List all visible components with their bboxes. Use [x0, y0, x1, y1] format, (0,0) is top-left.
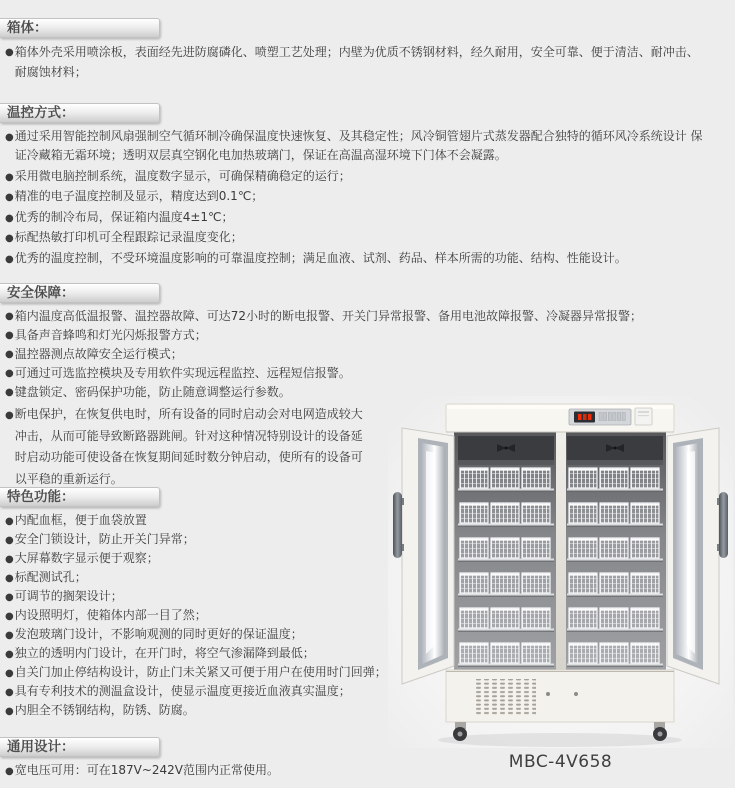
- center-divider: [556, 430, 566, 670]
- bullet-icon: ●: [5, 535, 14, 546]
- list-item: ● 温控器测点故障安全运行模式；: [5, 345, 705, 363]
- list-item: ● 断电保护，在恢复供电时，所有设备的同时启动会对电网造成较大冲击，从而可能导致断路器跳闸。针对这种情况特别设计的设备延时启动功能可使设备在恢复期间延时数分钟启动，使所有的设备可以平稳的重新运行。: [5, 407, 363, 486]
- thermal-printer: [635, 408, 652, 425]
- right-door: [667, 428, 728, 684]
- list-item: ● 内胆全不锈钢结构，防锈、防腐。: [5, 701, 387, 720]
- bullet-icon: ●: [5, 554, 14, 565]
- bullet-icon: ●: [5, 410, 14, 421]
- list-item: ● 可调节的搁架设计；: [5, 587, 387, 606]
- list-item: ● 独立的透明内门设计，在开门时，将空气渗漏降到最低；: [5, 644, 387, 663]
- section-cabinet: [0, 18, 705, 82]
- bullet-icon: ●: [5, 47, 14, 58]
- section-features-list: [0, 511, 387, 720]
- bullet-icon: ●: [5, 649, 14, 660]
- section-cabinet-list: [0, 42, 705, 82]
- list-item: ● 自关门加止停结构设计，防止门未关紧又可便于用户在使用时门回弹；: [5, 663, 387, 682]
- section-general-design-title: 通用设计：: [0, 737, 160, 757]
- list-item: ● 可通过可选监控模块及专用软件实现远程监控、远程短信报警。: [5, 364, 705, 382]
- bullet-icon: ●: [5, 132, 14, 143]
- list-item: ● 箱体外壳采用喷涂板，表面经先进防腐磷化、喷塑工艺处理；内壁为优质不锈钢材料，经久耐用，安全可靠、便于清洁、耐冲击、耐腐蚀材料；: [5, 45, 699, 79]
- bullet-icon: ●: [5, 311, 14, 322]
- product-photo: [388, 396, 733, 748]
- section-temperature-control-title: 温控方式：: [0, 103, 160, 123]
- fridge-base: [446, 670, 674, 722]
- screw-icon: [574, 692, 578, 696]
- list-item: ● 安全门锁设计，防止开关门异常；: [5, 530, 387, 549]
- bullet-icon: ●: [5, 349, 14, 360]
- bullet-icon: ●: [5, 766, 14, 777]
- list-item: ● 标配测试孔；: [5, 568, 387, 587]
- list-item: ● 具备声音蜂鸣和灯光闪烁报警方式；: [5, 326, 705, 344]
- section-cabinet-title: 箱体：: [0, 18, 160, 38]
- fridge-cabinet-top: [446, 404, 674, 432]
- control-panel: [569, 408, 652, 425]
- section-features: [0, 487, 387, 720]
- bullet-icon: ●: [5, 387, 14, 398]
- vent-grille: [474, 679, 536, 716]
- bullet-icon: ●: [5, 611, 14, 622]
- list-item: ● 精准的电子温度控制及显示，精度达到0.1℃；: [5, 187, 705, 206]
- list-item: ● 优秀的制冷布局，保证箱内温度4±1℃；: [5, 208, 705, 227]
- bullet-icon: ●: [5, 330, 14, 341]
- door-handle: [719, 492, 728, 558]
- section-temperature-control-list: [0, 127, 705, 268]
- door-handle: [393, 492, 402, 558]
- section-temperature-control: [0, 103, 705, 269]
- list-item: ● 通过采用智能控制风扇强制空气循环制冷确保温度快速恢复、及其稳定性；风冷铜管翅片式蒸发器配合独特的循环风冷系统设计 保证冷藏箱无霜环境；透明双层真空钢化电加热玻璃门，保证在高温高湿环境下门体不会凝露。: [5, 129, 703, 162]
- bullet-icon: ●: [5, 192, 14, 203]
- list-item: ● 箱内温度高低温报警、温控器故障、可达72小时的断电报警、开关门异常报警、备用电池故障报警、冷凝器异常报警；: [5, 307, 705, 325]
- list-item: ● 大屏幕数字显示便于观察；: [5, 549, 387, 568]
- bullet-icon: ●: [5, 233, 14, 244]
- bullet-icon: ●: [5, 171, 14, 183]
- bullet-icon: ●: [5, 573, 14, 584]
- bullet-icon: ●: [5, 212, 14, 224]
- bullet-icon: ●: [5, 630, 14, 641]
- bullet-icon: ●: [5, 706, 14, 717]
- left-door: [393, 428, 454, 684]
- list-item: ● 键盘锁定、密码保护功能，防止随意调整运行参数。: [5, 383, 705, 401]
- section-general-design-list: [0, 761, 395, 780]
- list-item: ● 采用微电脑控制系统，温度数字显示，可确保精确稳定的运行；: [5, 167, 705, 186]
- model-label: MBC-4V658: [508, 752, 613, 772]
- list-item: ● 内设照明灯，使箱体内部一目了然；: [5, 606, 387, 625]
- fridge-interior: [454, 430, 666, 670]
- floor-shadow: [438, 733, 682, 747]
- list-item: ● 内配血框，便于血袋放置: [5, 511, 387, 530]
- bullet-icon: ●: [5, 668, 14, 679]
- bullet-icon: ●: [5, 253, 14, 265]
- bullet-icon: ●: [5, 592, 14, 603]
- list-item: ● 宽电压可用：可在187V~242V范围内正常使用。: [5, 761, 395, 780]
- screw-icon: [546, 692, 550, 696]
- section-features-title: 特色功能：: [0, 487, 160, 507]
- list-item: ● 发泡玻璃门设计，不影响观测的同时更好的保证温度；: [5, 625, 387, 644]
- list-item: ● 标配热敏打印机可全程跟踪记录温度变化；: [5, 228, 705, 247]
- list-item: ● 优秀的温度控制，不受环境温度影响的可靠温度控制；满足血液、试剂、药品、样本所需的功能、结构、性能设计。: [5, 249, 705, 268]
- section-general-design: [0, 737, 395, 780]
- list-item: ● 具有专利技术的测温盒设计，使显示温度更接近血液真实温度；: [5, 682, 387, 701]
- bullet-icon: ●: [5, 368, 14, 379]
- bullet-icon: ●: [5, 687, 14, 698]
- bullet-icon: ●: [5, 516, 14, 527]
- section-safety-title: 安全保障：: [0, 283, 160, 303]
